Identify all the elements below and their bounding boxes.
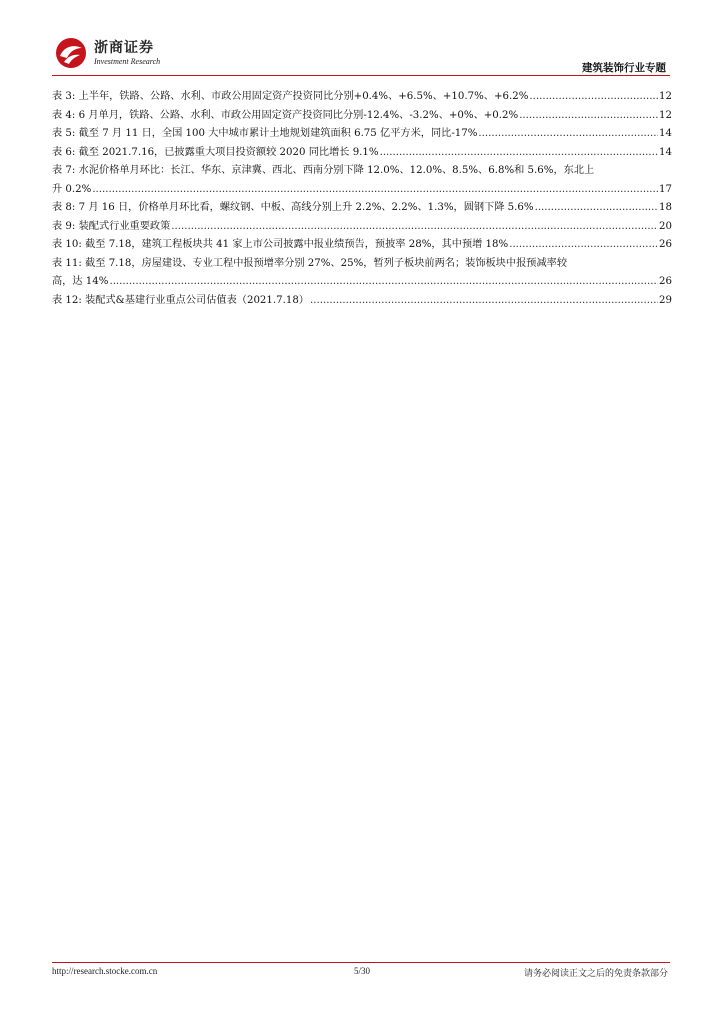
footer-disclaimer: 请务必阅读正文之后的免责条款部分 (523, 969, 668, 979)
leader-dots (535, 199, 658, 218)
toc-entry[interactable] (52, 236, 672, 255)
toc-entry[interactable] (52, 125, 672, 144)
toc-entry[interactable] (52, 292, 672, 311)
toc-page-number: 14 (659, 128, 672, 139)
toc-page-number: 26 (659, 276, 672, 287)
leader-dots (519, 107, 658, 126)
toc-label: 表 8: (52, 202, 76, 213)
toc-title: 上半年，铁路、公路、水利、市政公用固定资产投资同比分别+0.4%、+6.5%、+10.7%、+6.2% (78, 91, 529, 102)
toc-title: 截至 7.18，建筑工程板块共 41 家上市公司披露中报业绩预告，预披率 28%，其中预增 18% (85, 239, 509, 250)
toc-page-number: 29 (659, 294, 672, 306)
footer-url-link[interactable]: http://research.stocke.com.cn (52, 966, 158, 976)
toc-label: 表 3: (52, 91, 76, 102)
table-of-contents (52, 88, 672, 310)
leader-dots (310, 292, 658, 311)
toc-page-number: 20 (659, 220, 672, 232)
toc-title: 6 月单月，铁路、公路、水利、市政公用固定资产投资同比分别-12.4%、-3.2%、+0%、+0.2% (78, 109, 519, 121)
toc-entry[interactable] (52, 88, 672, 107)
company-logo (54, 36, 160, 70)
leader-dots (529, 88, 658, 107)
brand-name-cn: 浙商证券 (94, 39, 154, 56)
toc-page-number: 26 (659, 239, 672, 250)
toc-title: 水泥价格单月环比：长江、华东、京津冀、西北、西南分别下降 12.0%、12.0%、8.5%、6.8%和 5.6%，东北上 (78, 165, 595, 176)
leader-dots (109, 273, 658, 292)
brand-name-en: Investment Research (94, 56, 161, 66)
leader-dots (478, 125, 658, 144)
toc-title: 装配式&基建行业重点公司估值表（2021.7.18） (85, 294, 309, 306)
toc-label: 表 9: (52, 220, 76, 232)
toc-entry[interactable] (52, 144, 672, 163)
toc-page-number: 12 (659, 109, 672, 121)
footer-divider (52, 962, 670, 963)
leader-dots (92, 181, 658, 200)
toc-label: 表 5: (52, 128, 76, 139)
toc-label: 表 11: (52, 257, 82, 269)
toc-label: 表 6: (52, 146, 76, 158)
toc-title-continuation: 高，达 14% (52, 276, 109, 287)
leader-dots (171, 218, 658, 237)
toc-entry[interactable] (52, 162, 672, 199)
toc-title: 截至 7 月 11 日，全国 100 大中城市累计土地规划建筑面积 6.75 亿平方米，同比-17% (78, 128, 478, 139)
page-indicator: 5/30 (353, 966, 370, 976)
toc-entry[interactable] (52, 218, 672, 237)
toc-entry[interactable] (52, 107, 672, 126)
leader-dots (380, 144, 658, 163)
toc-entry[interactable] (52, 255, 672, 292)
toc-page-number: 12 (659, 91, 672, 102)
toc-page-number: 18 (659, 202, 672, 213)
toc-label: 表 7: (52, 165, 76, 176)
toc-title: 截至 2021.7.16，已披露重大项目投资额较 2020 同比增长 9.1% (78, 146, 379, 158)
toc-title-continuation: 升 0.2% (52, 183, 92, 195)
toc-title: 截至 7.18，房屋建设、专业工程中报预增率分别 27%、25%，暂列子板块前两名；装饰板块中报预减率较 (85, 257, 568, 269)
leader-dots (509, 236, 658, 255)
toc-title: 7 月 16 日，价格单月环比看，螺纹钢、中板、高线分别上升 2.2%、2.2%、1.3%，圆钢下降 5.6% (78, 202, 534, 213)
toc-label: 表 4: (52, 109, 76, 121)
header-divider (52, 75, 670, 76)
toc-page-number: 17 (659, 183, 672, 195)
report-section-title: 建筑装饰行业专题 (582, 62, 666, 74)
toc-label: 表 12: (52, 294, 82, 306)
toc-label: 表 10: (52, 239, 82, 250)
toc-page-number: 14 (659, 146, 672, 158)
toc-entry[interactable] (52, 199, 672, 218)
toc-title: 装配式行业重要政策 (78, 220, 171, 232)
logo-emblem-icon (54, 36, 88, 70)
